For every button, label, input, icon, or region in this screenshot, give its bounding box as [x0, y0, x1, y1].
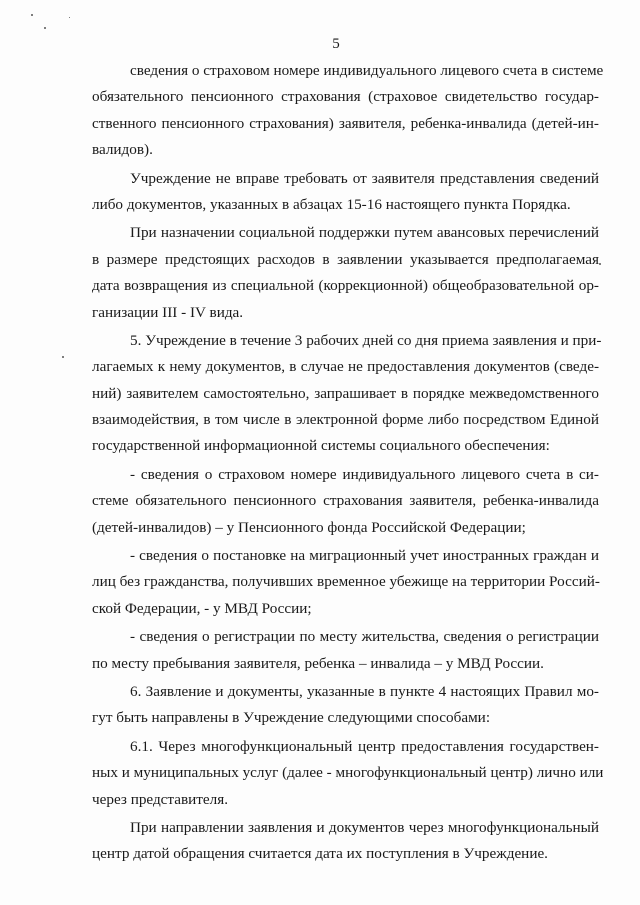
scan-speck — [69, 17, 70, 18]
text-line: центр датой обращения считается дата их поступления в Учреждение. — [92, 845, 548, 863]
paragraph — [92, 462, 599, 541]
text-line: ской Федерации, - у МВД России; — [92, 599, 312, 617]
text-line: - сведения о регистрации по месту жительства, сведения о регистрации — [130, 628, 599, 646]
text-line: - сведения о страховом номере индивидуального лицевого счета в си- — [130, 465, 599, 483]
body-text — [92, 58, 604, 870]
text-line: 6. Заявление и документы, указанные в пункте 4 настоящих Правил мо- — [130, 682, 599, 700]
text-line: валидов). — [92, 141, 153, 159]
text-line: государственной информационной системы социального обеспечения: — [92, 437, 550, 455]
text-line: гут быть направлены в Учреждение следующими способами: — [92, 709, 491, 727]
scan-speck — [44, 27, 46, 29]
text-line: - сведения о постановке на миграционный учет иностранных граждан и — [130, 547, 599, 565]
text-line: сведения о страховом номере индивидуального лицевого счета в системе — [130, 62, 604, 79]
text-line: ний) заявителем самостоятельно, запрашивает в порядке межведомственного — [92, 384, 599, 402]
page-number: 5 — [332, 36, 340, 52]
text-line: ганизации III - IV вида. — [92, 303, 244, 321]
text-line: стеме обязательного пенсионного страхования заявителя, ребенка-инвалида — [92, 492, 599, 510]
paragraph — [92, 679, 599, 732]
text-line: либо документов, указанных в абзацах 15-16 настоящего пункта Порядка. — [92, 195, 571, 213]
scan-speck — [31, 14, 33, 16]
paragraph — [92, 543, 599, 622]
text-line: в размере предстоящих расходов в заявлении указывается предполагаемая — [92, 250, 599, 268]
text-line: лагаемых к нему документов, в случае не предоставления документов (сведе- — [92, 358, 599, 376]
paragraph — [92, 166, 599, 219]
text-line: При назначении социальной поддержки путем авансовых перечислений — [130, 224, 599, 242]
text-line: через представителя. — [92, 790, 229, 808]
text-line: по месту пребывания заявителя, ребенка – инвалида – у МВД России. — [92, 654, 544, 672]
paragraph — [92, 624, 599, 677]
paragraph — [92, 328, 602, 460]
text-line: обязательного пенсионного страхования (страховое свидетельство государ- — [92, 88, 599, 106]
paragraph — [92, 220, 599, 326]
paragraph — [92, 734, 604, 813]
text-line: лиц без гражданства, получивших временное убежище на территории Россий- — [92, 573, 600, 591]
text-line: ственного пенсионного страхования) заявителя, ребенка-инвалида (детей-ин- — [92, 114, 599, 132]
text-line: 6.1. Через многофункциональный центр предоставления государствен- — [130, 737, 599, 755]
scan-speck — [599, 263, 601, 265]
text-line: При направлении заявления и документов через многофункциональный — [130, 818, 599, 836]
text-line: взаимодействия, в том числе в электронной форме либо посредством Единой — [92, 411, 599, 429]
text-line: 5. Учреждение в течение 3 рабочих дней со дня приема заявления и при- — [130, 331, 602, 349]
text-line: (детей-инвалидов) – у Пенсионного фонда Российской Федерации; — [92, 518, 526, 536]
scan-speck — [62, 356, 64, 358]
paragraph — [92, 58, 604, 164]
text-line: ных и муниципальных услуг (далее - многофункциональный центр) лично или — [92, 764, 604, 782]
paragraph — [92, 815, 599, 868]
text-line: дата возвращения из специальной (коррекционной) общеобразовательной ор- — [92, 277, 599, 295]
text-line: Учреждение не вправе требовать от заявителя представления сведений — [130, 169, 599, 187]
